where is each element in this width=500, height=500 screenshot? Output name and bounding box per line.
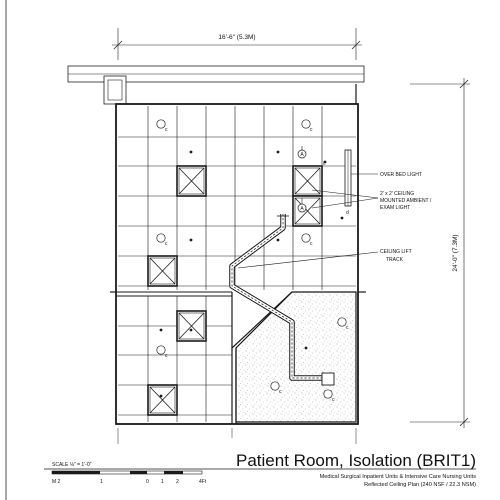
detector-dot: [160, 329, 163, 332]
light-fixture-2x2: [148, 256, 177, 286]
sprinkler-tag: c: [346, 325, 349, 331]
scale-tick: 4Ft: [199, 479, 207, 485]
svg-text:A: A: [300, 206, 304, 212]
light-fixture-2x2: [293, 166, 322, 196]
sprinkler-head-icon: [157, 346, 168, 359]
height-dimension-label: 24'-0" (7.3M): [452, 234, 459, 272]
lift-motor-box: [322, 373, 334, 385]
fixture-tag-a-upper: [298, 146, 306, 158]
detector-dot: [190, 151, 193, 154]
scale-label: SCALE ⅛" = 1'-0": [52, 462, 92, 468]
sprinkler-tag: c: [332, 397, 335, 403]
detector-dot: [160, 395, 163, 398]
title-block: [44, 451, 476, 488]
callout-ceiling-light-3: EXAM LIGHT: [380, 205, 411, 211]
detector-dot: [277, 239, 280, 242]
scale-tick: 1: [161, 479, 164, 485]
tag-c-side: c: [323, 161, 326, 167]
sprinkler-head-icon: [157, 120, 168, 133]
callout-lift-2: TRACK: [386, 257, 403, 263]
height-dimension: [410, 78, 470, 428]
over-bed-light: [345, 150, 351, 206]
scale-bar: [52, 462, 207, 485]
detector-dot: [190, 239, 193, 242]
sprinkler-head-icon: [302, 234, 313, 247]
detector-dot: [341, 217, 344, 220]
light-fixture-2x2: [293, 196, 322, 226]
light-fixture-2x2: [148, 385, 177, 415]
light-fixture-2x2: [177, 166, 206, 196]
drawing-subtitle-2: Reflected Ceiling Plan (240 NSF / 22.3 NSM): [364, 482, 476, 488]
drawing-subtitle-1: Medical Surgical Inpatient Units & Intensive Care Nursing Units: [319, 474, 476, 480]
exterior-wall-header: [68, 66, 364, 104]
callout-ceiling-light-1: 2' x 2' CEILING: [380, 191, 415, 197]
drawing-title: Patient Room, Isolation (BRIT1): [236, 451, 476, 470]
detector-dot: [305, 347, 308, 350]
callout-ceiling-light-2: MOUNTED AMBIENT /: [380, 198, 432, 204]
callout-lift-1: CEILING LIFT: [380, 249, 412, 255]
detector-dot: [190, 329, 193, 332]
detector-dot: [277, 151, 280, 154]
scale-tick: 2: [176, 479, 179, 485]
scale-meter-label: M 2: [52, 479, 61, 485]
sprinkler-tag: c: [165, 127, 168, 133]
sprinkler-tag: c: [310, 241, 313, 247]
width-dimension: [112, 28, 362, 60]
sprinkler-tag: c: [165, 241, 168, 247]
scale-tick: 0: [146, 479, 149, 485]
door-tag-d: d: [346, 210, 349, 216]
sprinkler-tag: c: [310, 127, 313, 133]
scale-tick: 1: [100, 479, 103, 485]
sprinkler-tag: c: [165, 353, 168, 359]
callout-over-bed-light: OVER BED LIGHT: [380, 172, 422, 178]
sprinkler-head-icon: [157, 234, 168, 247]
room-partition: [116, 292, 232, 296]
width-dimension-label: 16'-6" (5.3M): [218, 34, 256, 41]
light-fixture-2x2: [177, 311, 206, 341]
svg-text:A: A: [300, 152, 304, 158]
sprinkler-tag: c: [279, 389, 282, 395]
sprinkler-head-icon: [302, 120, 313, 133]
